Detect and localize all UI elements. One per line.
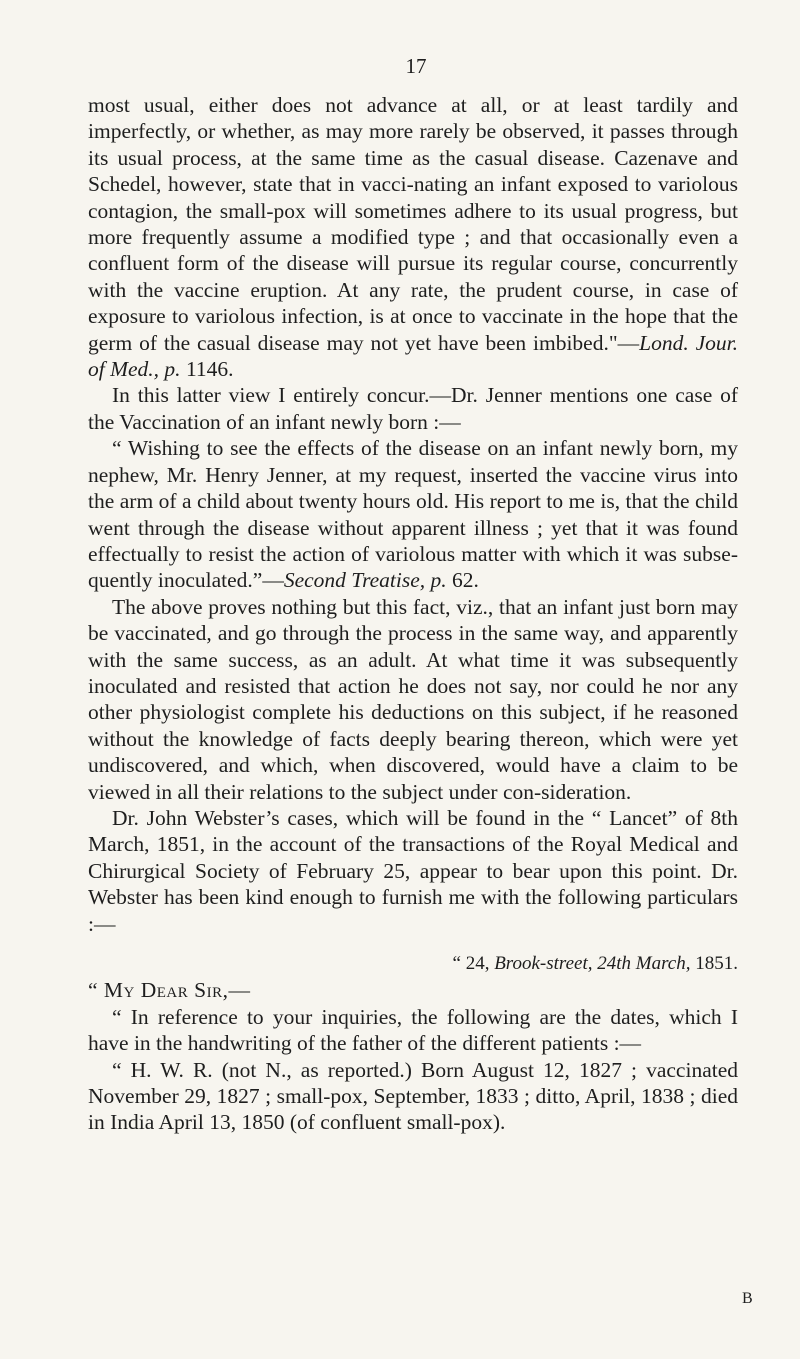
citation-lond-jour: Lond. Jour. of Med., p.	[88, 330, 739, 382]
paragraph-1	[88, 92, 738, 382]
dateline-year: 1851.	[690, 953, 738, 974]
signature-mark: B	[742, 1290, 753, 1307]
paragraph-1-text: most usual, either does not advance at all, or at least tardily and imperfectly, or whether, as may more rarely be observed, it passes through its usual process, at the same time as the casual disease. Cazenave and Schedel, however, state that in vacci-nating an infant exposed to variolous contagion, the small-pox will sometimes adhere to its usual progress, but more frequently assume a modified type ; and that occasionally even a confluent form of the disease will pursue its regular course, concurrently with the vaccine eruption. At any rate, the prudent course, in case of exposure to variolous infection, is at once to vaccinate in the hope that the germ of the casual disease may not yet have been imbibed."—	[88, 93, 738, 355]
dateline-prefix: “ 24,	[452, 953, 495, 974]
paragraph-3-text: “ Wishing to see the effects of the disease on an infant newly born, my nephew, Mr. Henry Jenner, at my request, inserted the vaccine virus into the arm of a child about twenty hours old. His report to me is, that the child went through the disease without apparent illness ; yet that it was found effectually to resist the action of variolous matter with which it was subse-quently inoculated.”—	[88, 436, 738, 593]
paragraph-5: Dr. John Webster’s cases, which will be found in the “ Lancet” of 8th March, 1851, in the account of the transactions of the Royal Medical and Chirurgical Society of February 25, appear to bear upon this point. Dr. Webster has been kind enough to furnish me with the following particulars :—	[88, 805, 738, 936]
page-number: 17	[405, 54, 427, 78]
letter-body-2: “ H. W. R. (not N., as reported.) Born August 12, 1827 ; vaccinated November 29, 1827 ; small-pox, September, 1833 ; ditto, April, 1838 ; died in India April 13, 1850 (of confluent small-pox).	[88, 1057, 738, 1135]
letter-dateline	[88, 951, 738, 977]
letter-salutation: “ My Dear Sir,—	[88, 978, 251, 1003]
paragraph-2: In this latter view I entirely concur.—Dr. Jenner mentions one case of the Vaccination of an infant newly born :—	[88, 383, 738, 434]
letter-body-1: “ In reference to your inquiries, the following are the dates, which I have in the handwriting of the father of the different patients :—	[88, 1004, 738, 1056]
paragraph-3	[88, 435, 738, 593]
dateline-street: Brook-street, 24th March,	[494, 953, 691, 974]
paragraph-4: The above proves nothing but this fact, viz., that an infant just born may be vaccinated, and go through the process in the same way, and apparently with the same success, as an adult. At what time it was subsequently inoculated and resisted that action he does not say, nor could he nor any other physiologist complete his deductions on this subject, if he reasoned without the knowledge of facts deeply bearing thereon, which were yet undiscovered, and which, when discovered, would have a claim to be viewed in all their relations to the subject under con-sideration.	[88, 594, 738, 804]
citation-second-treatise: Second Treatise, p.	[283, 568, 447, 593]
citation-lond-jour-page: 1146.	[180, 357, 234, 382]
citation-second-treatise-page: 62.	[446, 568, 479, 593]
page-body	[88, 92, 738, 1136]
